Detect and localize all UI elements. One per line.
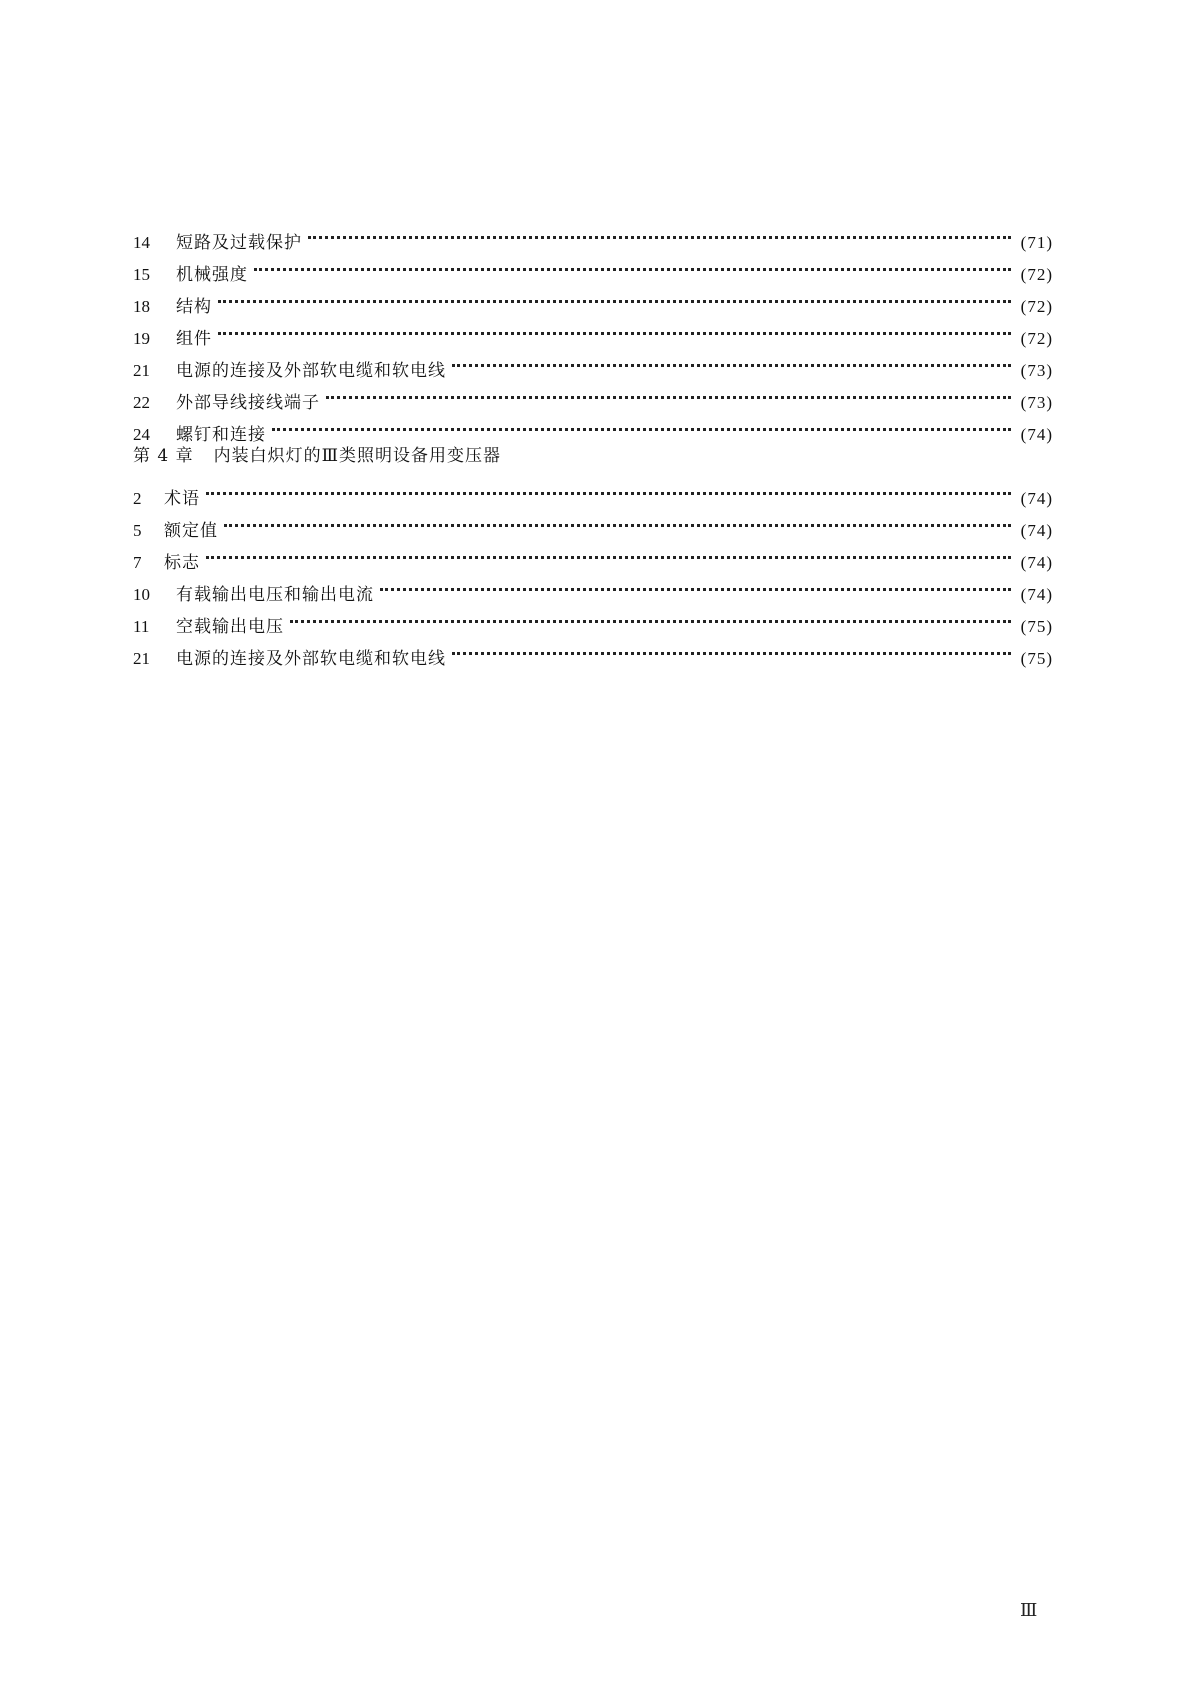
chapter-label: 第 4 章 — [133, 446, 194, 466]
toc-entry[interactable] — [133, 312, 1053, 349]
chapter-heading[interactable] — [133, 440, 1053, 472]
toc-entry-page: (74) — [1020, 553, 1053, 572]
toc-entry[interactable] — [133, 536, 1053, 573]
toc-entry-page: (72) — [1020, 329, 1053, 348]
dot-leader — [272, 408, 1011, 440]
page-number: Ⅲ — [1020, 1600, 1038, 1620]
toc-entry-page: (74) — [1020, 585, 1053, 604]
dot-leader — [224, 504, 1011, 536]
dot-leader — [218, 280, 1011, 312]
toc-entry-number: 24 — [133, 425, 150, 444]
dot-leader — [380, 568, 1011, 600]
toc-entry[interactable] — [133, 280, 1053, 317]
toc-entry-title: 机械强度 — [176, 265, 248, 285]
toc-entry-title: 电源的连接及外部软电缆和软电线 — [176, 649, 446, 669]
toc-entry-number: 2 — [133, 489, 142, 508]
toc-entry-number: 22 — [133, 393, 150, 412]
toc-entry-title: 组件 — [176, 329, 212, 349]
toc-entry-page: (71) — [1020, 233, 1053, 252]
toc-entry-number: 21 — [133, 361, 150, 380]
toc-entry-page: (75) — [1020, 649, 1053, 668]
toc-entry-page: (73) — [1020, 393, 1053, 412]
toc-entry-title: 螺钉和连接 — [176, 425, 266, 445]
toc-entry-page: (73) — [1020, 361, 1053, 380]
chapter-title: 内装白炽灯的Ⅲ类照明设备用变压器 — [213, 446, 502, 466]
toc-entry-title: 术语 — [164, 489, 200, 509]
dot-leader — [206, 536, 1011, 568]
toc-entry-title: 额定值 — [164, 521, 218, 541]
toc-entry-number: 14 — [133, 233, 150, 252]
toc-entry-title: 空载输出电压 — [176, 617, 284, 637]
dot-leader — [452, 344, 1011, 376]
dot-leader — [308, 216, 1011, 248]
toc-entry-title: 标志 — [164, 553, 200, 573]
toc-entry-page: (72) — [1020, 265, 1053, 284]
toc-entry-page: (74) — [1020, 425, 1053, 444]
dot-leader — [452, 632, 1011, 664]
toc-entry-number: 19 — [133, 329, 150, 348]
toc-entry-number: 21 — [133, 649, 150, 668]
toc-entry[interactable] — [133, 568, 1053, 605]
toc-entry-title: 电源的连接及外部软电缆和软电线 — [176, 361, 446, 381]
dot-leader — [326, 376, 1011, 408]
toc-entry[interactable] — [133, 472, 1053, 509]
dot-leader — [290, 600, 1011, 632]
toc-entry-title: 结构 — [176, 297, 212, 317]
toc-entry-title: 外部导线接线端子 — [176, 393, 320, 413]
toc-entry-number: 18 — [133, 297, 150, 316]
toc-entry-title: 短路及过载保护 — [176, 233, 302, 253]
toc-entry-number: 10 — [133, 585, 150, 604]
toc-entry-title: 有载输出电压和输出电流 — [176, 585, 374, 605]
toc-entry-page: (72) — [1020, 297, 1053, 316]
table-of-contents — [133, 216, 1053, 669]
toc-entry-number: 7 — [133, 553, 142, 572]
toc-entry[interactable] — [133, 504, 1053, 541]
toc-entry-page: (74) — [1020, 489, 1053, 508]
toc-entry[interactable] — [133, 248, 1053, 285]
dot-leader — [254, 248, 1011, 280]
toc-entry-number: 15 — [133, 265, 150, 284]
toc-entry-page: (74) — [1020, 521, 1053, 540]
toc-entry-number: 11 — [133, 617, 150, 636]
toc-entry-page: (75) — [1020, 617, 1053, 636]
toc-entry[interactable] — [133, 216, 1053, 253]
toc-entry[interactable] — [133, 344, 1053, 381]
dot-leader — [206, 472, 1011, 504]
toc-entry-number: 5 — [133, 521, 142, 540]
dot-leader — [218, 312, 1011, 344]
